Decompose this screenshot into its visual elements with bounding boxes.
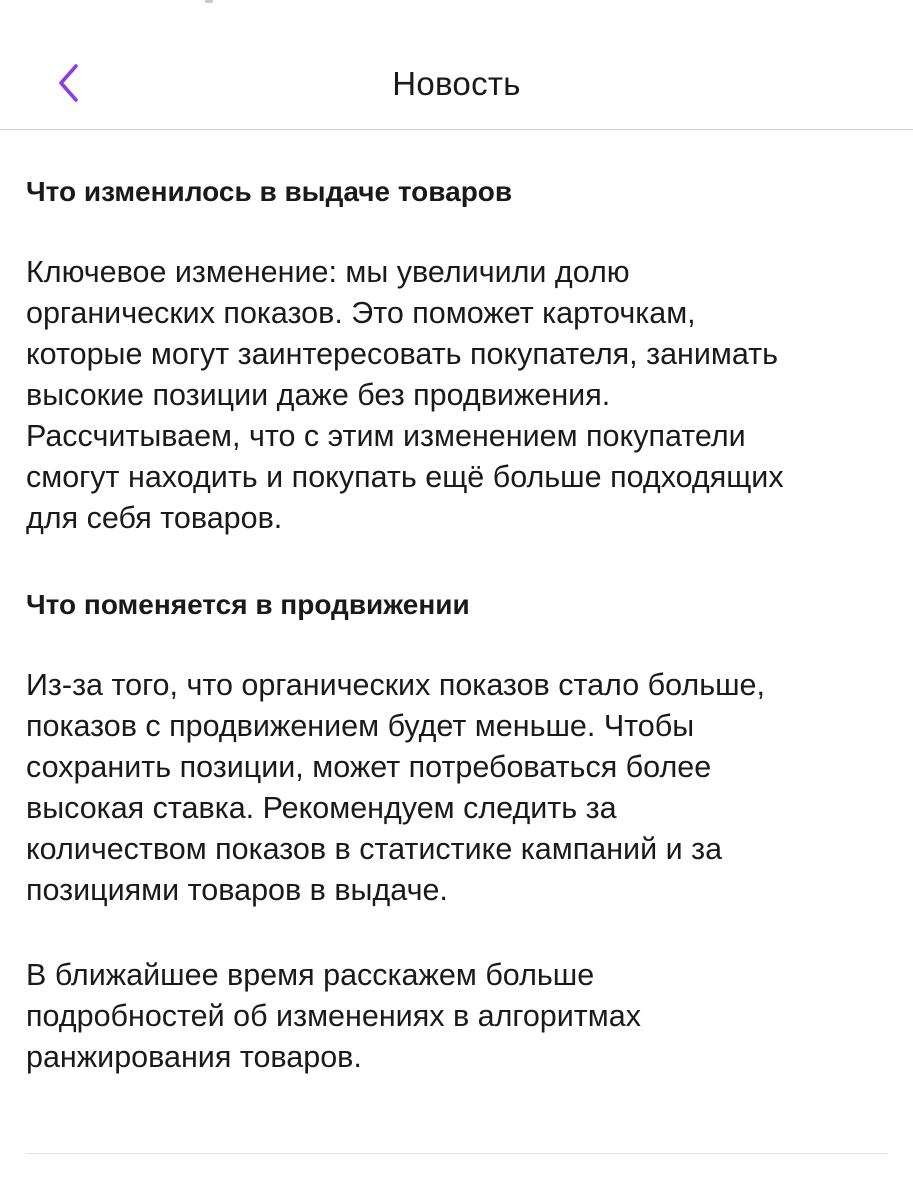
paragraph-search-results bbox=[26, 252, 896, 539]
text-line: органических показов. Это поможет карточкам, bbox=[26, 296, 696, 330]
text-line: для себя товаров. bbox=[26, 501, 283, 535]
text-line: Из-за того, что органических показов стало больше, bbox=[26, 668, 765, 702]
bottom-divider bbox=[26, 1153, 888, 1154]
text-line: подробностей об изменениях в алгоритмах bbox=[26, 999, 641, 1033]
text-line: Ключевое изменение: мы увеличили долю bbox=[26, 255, 630, 289]
top-navigation-bar bbox=[0, 0, 913, 130]
page-title: Новость bbox=[392, 65, 521, 102]
text-line: смогут находить и покупать ещё больше подходящих bbox=[26, 460, 784, 494]
text-line: высокие позиции даже без продвижения. bbox=[26, 378, 611, 412]
paragraph-promotion bbox=[26, 665, 896, 911]
section-heading-promotion: Что поменяется в продвижении bbox=[26, 589, 470, 620]
text-line: позициями товаров в выдаче. bbox=[26, 873, 448, 907]
paragraph-upcoming-details bbox=[26, 955, 896, 1078]
text-line: которые могут заинтересовать покупателя, занимать bbox=[26, 337, 779, 371]
text-line: высокая ставка. Рекомендуем следить за bbox=[26, 791, 617, 825]
text-line: Рассчитываем, что с этим изменением покупатели bbox=[26, 419, 746, 453]
text-line: количеством показов в статистике кампаний и за bbox=[26, 832, 723, 866]
text-line: В ближайшее время расскажем больше bbox=[26, 958, 595, 992]
text-line: показов с продвижением будет меньше. Чтобы bbox=[26, 709, 695, 743]
section-heading-search-results: Что изменилось в выдаче товаров bbox=[26, 176, 513, 207]
article-body bbox=[26, 170, 896, 1078]
text-line: ранжирования товаров. bbox=[26, 1040, 362, 1074]
text-line: сохранить позиции, может потребоваться более bbox=[26, 750, 712, 784]
